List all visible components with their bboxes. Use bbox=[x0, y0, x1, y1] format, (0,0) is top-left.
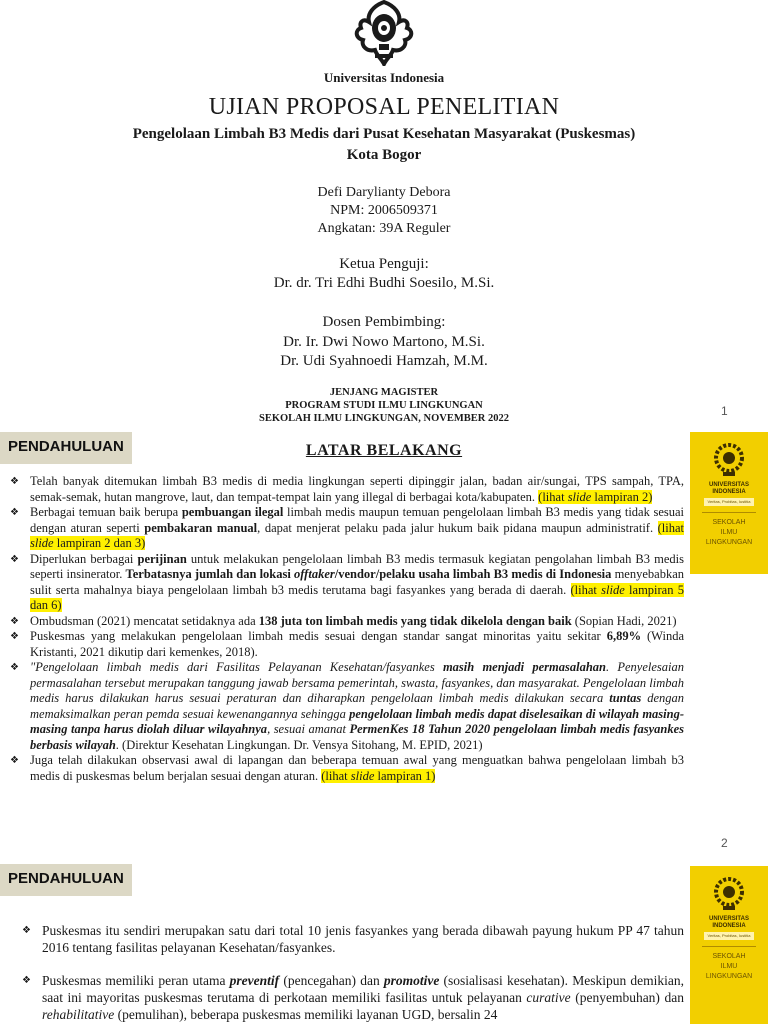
supervisor-block bbox=[0, 313, 768, 372]
introduction-slide bbox=[0, 862, 768, 1024]
panel-univ-line-2: INDONESIA bbox=[712, 489, 746, 495]
panel-univ-line-2: INDONESIA bbox=[712, 923, 746, 929]
universitas-indonesia-crest-icon bbox=[353, 0, 415, 66]
bullet-diamond-icon: ❖ bbox=[10, 755, 19, 766]
background-bullet-list bbox=[6, 474, 684, 784]
thesis-title bbox=[0, 124, 768, 166]
panel-motto: Veritas, Probitas, Iustitia bbox=[704, 498, 754, 506]
appendix-reference: (lihat slide lampiran 2 dan 3) bbox=[30, 520, 684, 550]
bullet-2: ❖ Puskesmas memiliki peran utama preventif (pencegahan) dan promotive (sosialisasi kesehatan). Meskipun demikian, saat ini mayoritas puskesmas terutama di perkotaan memiliki fasilitas untuk pelayanan curative (penyembuhan) dan rehabilitative (pemulihan), beberapa puskesmas memiliki layanan UGD, bersalin 24 bbox=[22, 973, 685, 1022]
bullet-diamond-icon: ❖ bbox=[10, 553, 19, 565]
footer-line-3: SEKOLAH ILMU LINGKUNGAN, NOVEMBER 2022 bbox=[259, 413, 509, 424]
examiner-label: Ketua Penguji: bbox=[339, 256, 429, 272]
examiner-name: Dr. dr. Tri Edhi Budhi Soesilo, M.Si. bbox=[273, 275, 495, 291]
section-heading: LATAR BELAKANG bbox=[305, 442, 463, 459]
bullet-diamond-icon: ❖ bbox=[22, 975, 31, 986]
panel-school-line-2: ILMU bbox=[720, 963, 738, 970]
slide-title: UJIAN PROPOSAL PENELITIAN bbox=[208, 94, 560, 120]
bullet-diamond-icon: ❖ bbox=[10, 507, 19, 518]
bullet-1: ❖ Puskesmas itu sendiri merupakan satu dari total 10 jenis fasyankes yang berada dibawah payung hukum PP 47 tahun 2016 tentang fasilitas pelayanan Kesehatan/fasyankes. bbox=[22, 923, 684, 955]
title-slide bbox=[0, 0, 768, 430]
panel-school-line-1: SEKOLAH bbox=[712, 953, 746, 960]
school-side-panel bbox=[690, 866, 768, 1024]
background-slide bbox=[0, 430, 768, 862]
bullet-3: ❖ Diperlukan berbagai perijinan untuk melakukan pengelolaan limbah B3 medis termasuk kegiatan pengolahan limbah B3 medis seperti insinerator. Terbatasnya jumlah dan lokasi offtaker/vendor/pelaku usaha limbah B3 medis di Indonesia menyebabkan sulit serta mahalnya biaya pengelolaan limbah b3 medis terutama bagi fasyankes yang berada di daerah. (lihat slide lampiran 5 dan 6) bbox=[10, 551, 684, 612]
section-tag: PENDAHULUAN bbox=[0, 864, 132, 896]
supervisor-label: Dosen Pembimbing: bbox=[322, 314, 446, 330]
ui-logo-icon bbox=[710, 874, 748, 914]
university-name: Universitas Indonesia bbox=[323, 70, 445, 85]
bullet-diamond-icon: ❖ bbox=[10, 662, 19, 673]
panel-univ-line-1: UNIVERSITAS bbox=[709, 916, 749, 922]
bullet-6: ❖ "Pengelolaan limbah medis dari Fasilitas Pelayanan Kesehatan/fasyankes masih menjadi permasalahan. Penyelesaian permasalahan tersebut merupakan tanggung jawab bersama pemerintah, swasta, fasyankes, dan masyarakat. Pengelolaan limbah medis harus dilakukan harus sesuai peraturan dan diharapkan pengelolaan limbah medis dilakukan secara tuntas dengan memaksimalkan peran pemda sesuai kewenangannya sehingga pengelolaan limbah medis dapat diselesaikan di wilayah masing-masing tanpa harus diolah diluar wilayahnya, sesuai amanat PermenKes 18 Tahun 2020 pengelolaan limbah medis fasyankes berbasis wilayah. (Direktur Kesehatan Lingkungan. Dr. Vensya Sitohang, M. EPID, 2021) bbox=[10, 660, 685, 752]
bullet-4: ❖ Ombudsman (2021) mencatat setidaknya ada 138 juta ton limbah medis yang tidak dikelola dengan baik (Sopian Hadi, 2021) bbox=[10, 613, 677, 628]
panel-motto: Veritas, Probitas, Iustitia bbox=[704, 932, 754, 940]
panel-school-line-1: SEKOLAH bbox=[712, 519, 746, 526]
bullet-2: ❖ Berbagai temuan baik berupa pembuangan ilegal limbah medis maupun temuan pengelolaan limbah B3 medis yang tidak sesuai dengan aturan seperti pembakaran manual, dapat menjerat pelaku pada jalur hukum baik pidana maupun administratif. (lihat slide lampiran 2 dan 3) bbox=[10, 505, 685, 550]
panel-divider bbox=[702, 946, 756, 947]
author-angkatan: Angkatan: 39A Reguler bbox=[317, 221, 451, 236]
bullet-diamond-icon: ❖ bbox=[22, 925, 31, 936]
introduction-bullet-list bbox=[18, 922, 684, 1023]
author-name: Defi Darylianty Debora bbox=[317, 185, 451, 200]
bullet-1: ❖ Telah banyak ditemukan limbah B3 medis di media lingkungan seperti dipinggir jalan, badan air/sungai, TPS sampah, TPA, semak-semak, hutan mangrove, laut, dan tempat-tempat lain yang illegal di berbagai kota/kabupaten. (lihat slide lampiran 2) bbox=[10, 474, 684, 504]
panel-school-line-2: ILMU bbox=[720, 529, 738, 536]
footer-line-2: PROGRAM STUDI ILMU LINGKUNGAN bbox=[285, 400, 483, 411]
appendix-reference: (lihat slide lampiran 2) bbox=[538, 489, 653, 504]
panel-school-line-3: LINGKUNGAN bbox=[705, 973, 753, 980]
footer-line-1: JENJANG MAGISTER bbox=[329, 387, 439, 398]
thesis-title-line-2: Kota Bogor bbox=[346, 147, 422, 163]
appendix-reference: (lihat slide lampiran 1) bbox=[321, 768, 436, 783]
author-npm: NPM: 2006509371 bbox=[330, 203, 438, 218]
bullet-diamond-icon: ❖ bbox=[10, 615, 19, 627]
thesis-title-line-1: Pengelolaan Limbah B3 Medis dari Pusat Kesehatan Masyarakat (Puskesmas) bbox=[132, 126, 636, 142]
bullet-diamond-icon: ❖ bbox=[10, 476, 19, 487]
author-block bbox=[0, 184, 768, 238]
bullet-5: ❖ Puskesmas yang melakukan pengelolaan limbah medis sesuai dengan standar sangat minoritas yaitu sekitar 6,89% (Winda Kristanti, 2021 dikutip dari kemenkes, 2018). bbox=[10, 629, 685, 659]
panel-divider bbox=[702, 512, 756, 513]
page-number: 1 bbox=[721, 404, 728, 418]
examiner-block bbox=[0, 255, 768, 293]
bullet-7: ❖ Juga telah dilakukan observasi awal di lapangan dan beberapa temuan awal yang menguatkan bahwa pengelolaan limbah b3 medis di puskesmas belum berjalan sesuai dengan aturan. (lihat slide lampiran 1) bbox=[10, 753, 684, 783]
page-number: 2 bbox=[721, 836, 728, 850]
panel-school-line-3: LINGKUNGAN bbox=[705, 539, 753, 546]
bullet-diamond-icon: ❖ bbox=[10, 631, 19, 642]
program-footer bbox=[0, 386, 768, 425]
appendix-reference: (lihat slide lampiran 5 dan 6) bbox=[30, 582, 684, 612]
supervisor-1: Dr. Ir. Dwi Nowo Martono, M.Si. bbox=[283, 333, 485, 350]
supervisor-2: Dr. Udi Syahnoedi Hamzah, M.M. bbox=[280, 353, 488, 369]
section-tag: PENDAHULUAN bbox=[0, 432, 132, 464]
panel-univ-line-1: UNIVERSITAS bbox=[709, 482, 749, 488]
